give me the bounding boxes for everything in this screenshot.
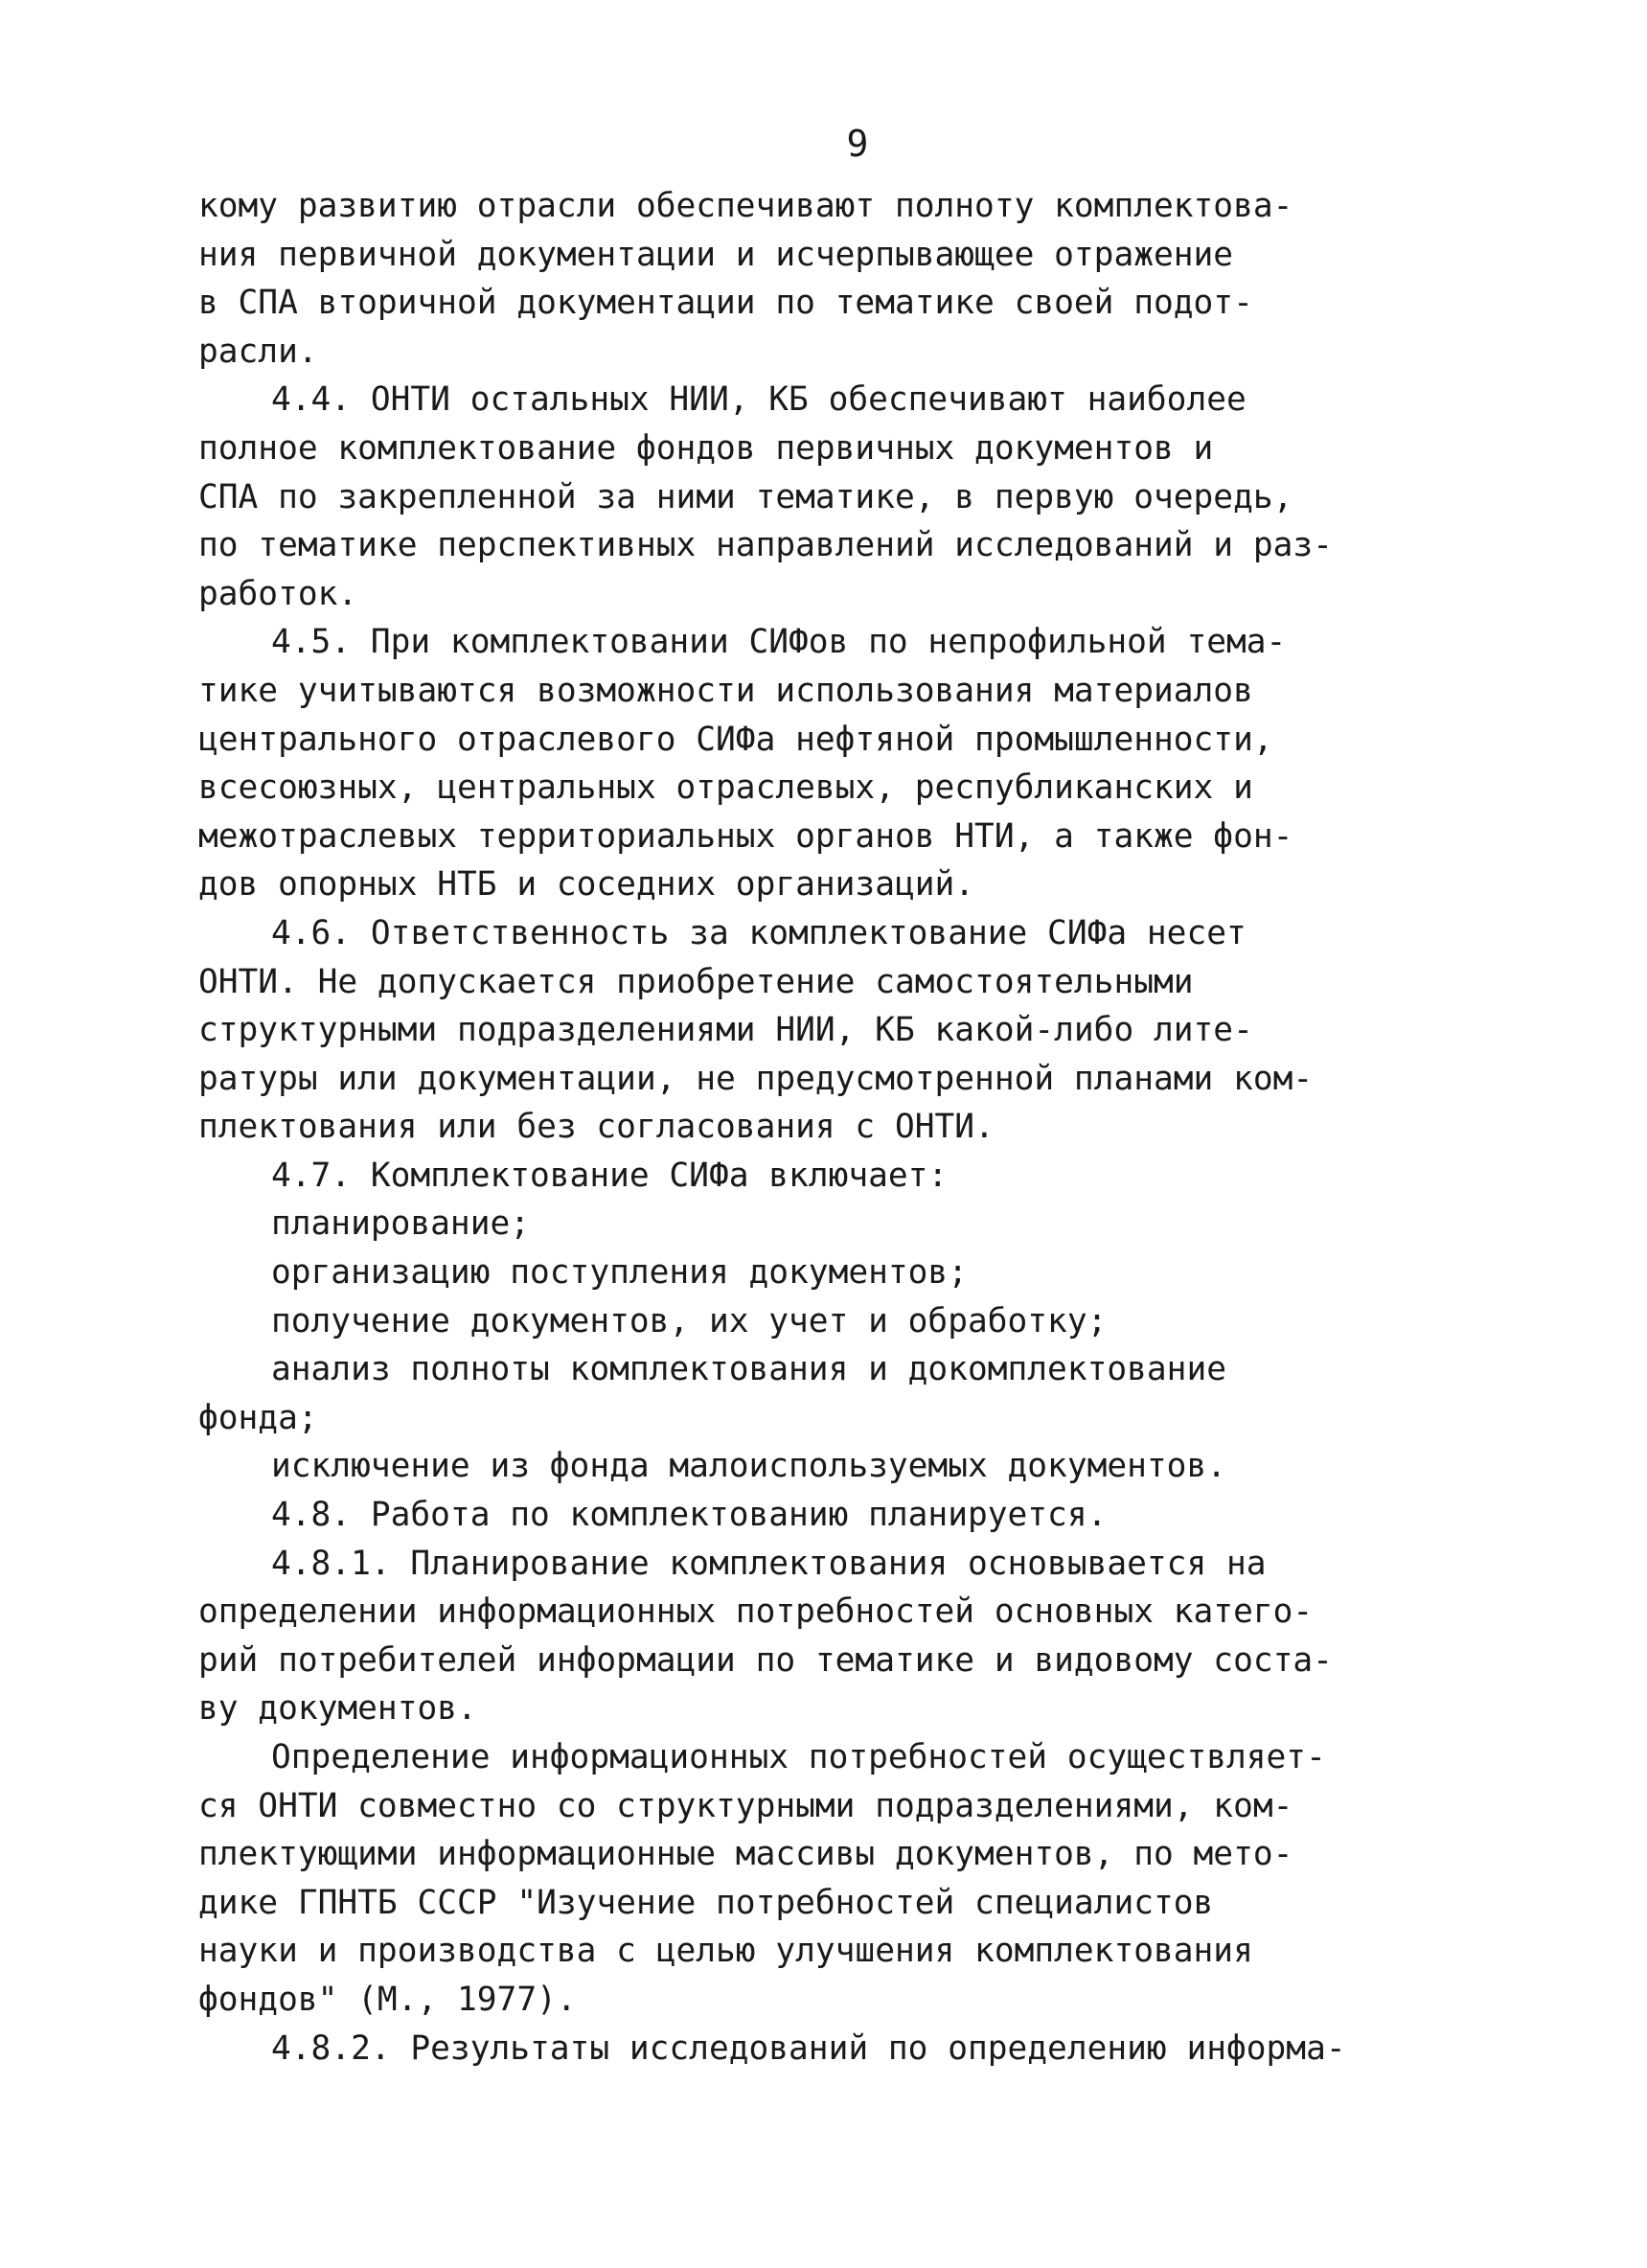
- text-line: рий потребителей информации по тематике и видовому соста-: [198, 1640, 1333, 1680]
- page-number: 9: [846, 123, 869, 165]
- text-line: науки и производства с целью улучшения комплектования: [198, 1932, 1253, 1971]
- text-line: центрального отраслевого СИФа нефтяной промышленности,: [198, 720, 1273, 759]
- text-line: плектующими информационные массивы документов, по мето-: [198, 1835, 1293, 1874]
- text-line-indented: 4.8.1. Планирование комплектования основывается на: [271, 1544, 1267, 1583]
- text-line: ратуры или документации, не предусмотренной планами ком-: [198, 1059, 1314, 1098]
- text-line: межотраслевых территориальных органов НТИ, а также фон-: [198, 816, 1293, 856]
- list-item: планирование;: [271, 1204, 531, 1244]
- text-line: тике учитываются возможности использования материалов: [198, 671, 1253, 710]
- text-line: определении информационных потребностей основных катего-: [198, 1592, 1314, 1632]
- text-line-indented: 4.5. При комплектовании СИФов по непрофильной тема-: [271, 623, 1287, 662]
- text-line: по тематике перспективных направлений исследований и раз-: [198, 526, 1333, 565]
- text-line: в СПА вторичной документации по тематике своей подот-: [198, 284, 1253, 323]
- text-line: ния первичной документации и исчерпывающее отражение: [198, 235, 1234, 274]
- list-item: организацию поступления документов;: [271, 1253, 968, 1293]
- text-line: ся ОНТИ совместно со структурными подразделениями, ком-: [198, 1786, 1293, 1825]
- text-line: работок.: [198, 574, 358, 613]
- text-line: ву документов.: [198, 1689, 477, 1729]
- text-line: фондов" (М., 1977).: [198, 1980, 577, 2019]
- document-body: [198, 182, 1501, 2073]
- text-line-indented: 4.7. Комплектование СИФа включает:: [271, 1156, 949, 1195]
- text-line: кому развитию отрасли обеспечивают полноту комплектова-: [198, 187, 1293, 225]
- text-line-indented: 4.8.2. Результаты исследований по определению информа-: [271, 2028, 1346, 2068]
- text-line: дике ГПНТБ СССР "Изучение потребностей специалистов: [198, 1883, 1214, 1922]
- text-line-indented: 4.8. Работа по комплектованию планируется.: [271, 1496, 1108, 1535]
- text-line: фонда;: [198, 1398, 318, 1437]
- list-item: исключение из фонда малоиспользуемых документов.: [271, 1447, 1226, 1486]
- text-line: плектования или без согласования с ОНТИ.: [198, 1108, 995, 1147]
- text-line-indented: 4.6. Ответственность за комплектование СИФа несет: [271, 913, 1247, 952]
- list-item: анализ полноты комплектования и докомплектование: [271, 1350, 1226, 1389]
- text-line: СПА по закрепленной за ними тематике, в первую очередь,: [198, 477, 1293, 516]
- text-line: всесоюзных, центральных отраслевых, республиканских и: [198, 768, 1253, 808]
- text-line: структурными подразделениями НИИ, КБ какой-либо лите-: [198, 1011, 1253, 1050]
- list-item: получение документов, их учет и обработку;: [271, 1301, 1108, 1340]
- text-line-indented: 4.4. ОНТИ остальных НИИ, КБ обеспечивают наиболее: [271, 380, 1247, 420]
- text-line: ОНТИ. Не допускается приобретение самостоятельными: [198, 962, 1194, 1001]
- text-line-indented: Определение информационных потребностей осуществляет-: [271, 1738, 1326, 1776]
- text-line: полное комплектование фондов первичных документов и: [198, 428, 1214, 468]
- text-line: расли.: [198, 332, 318, 371]
- text-line: дов опорных НТБ и соседних организаций.: [198, 865, 975, 905]
